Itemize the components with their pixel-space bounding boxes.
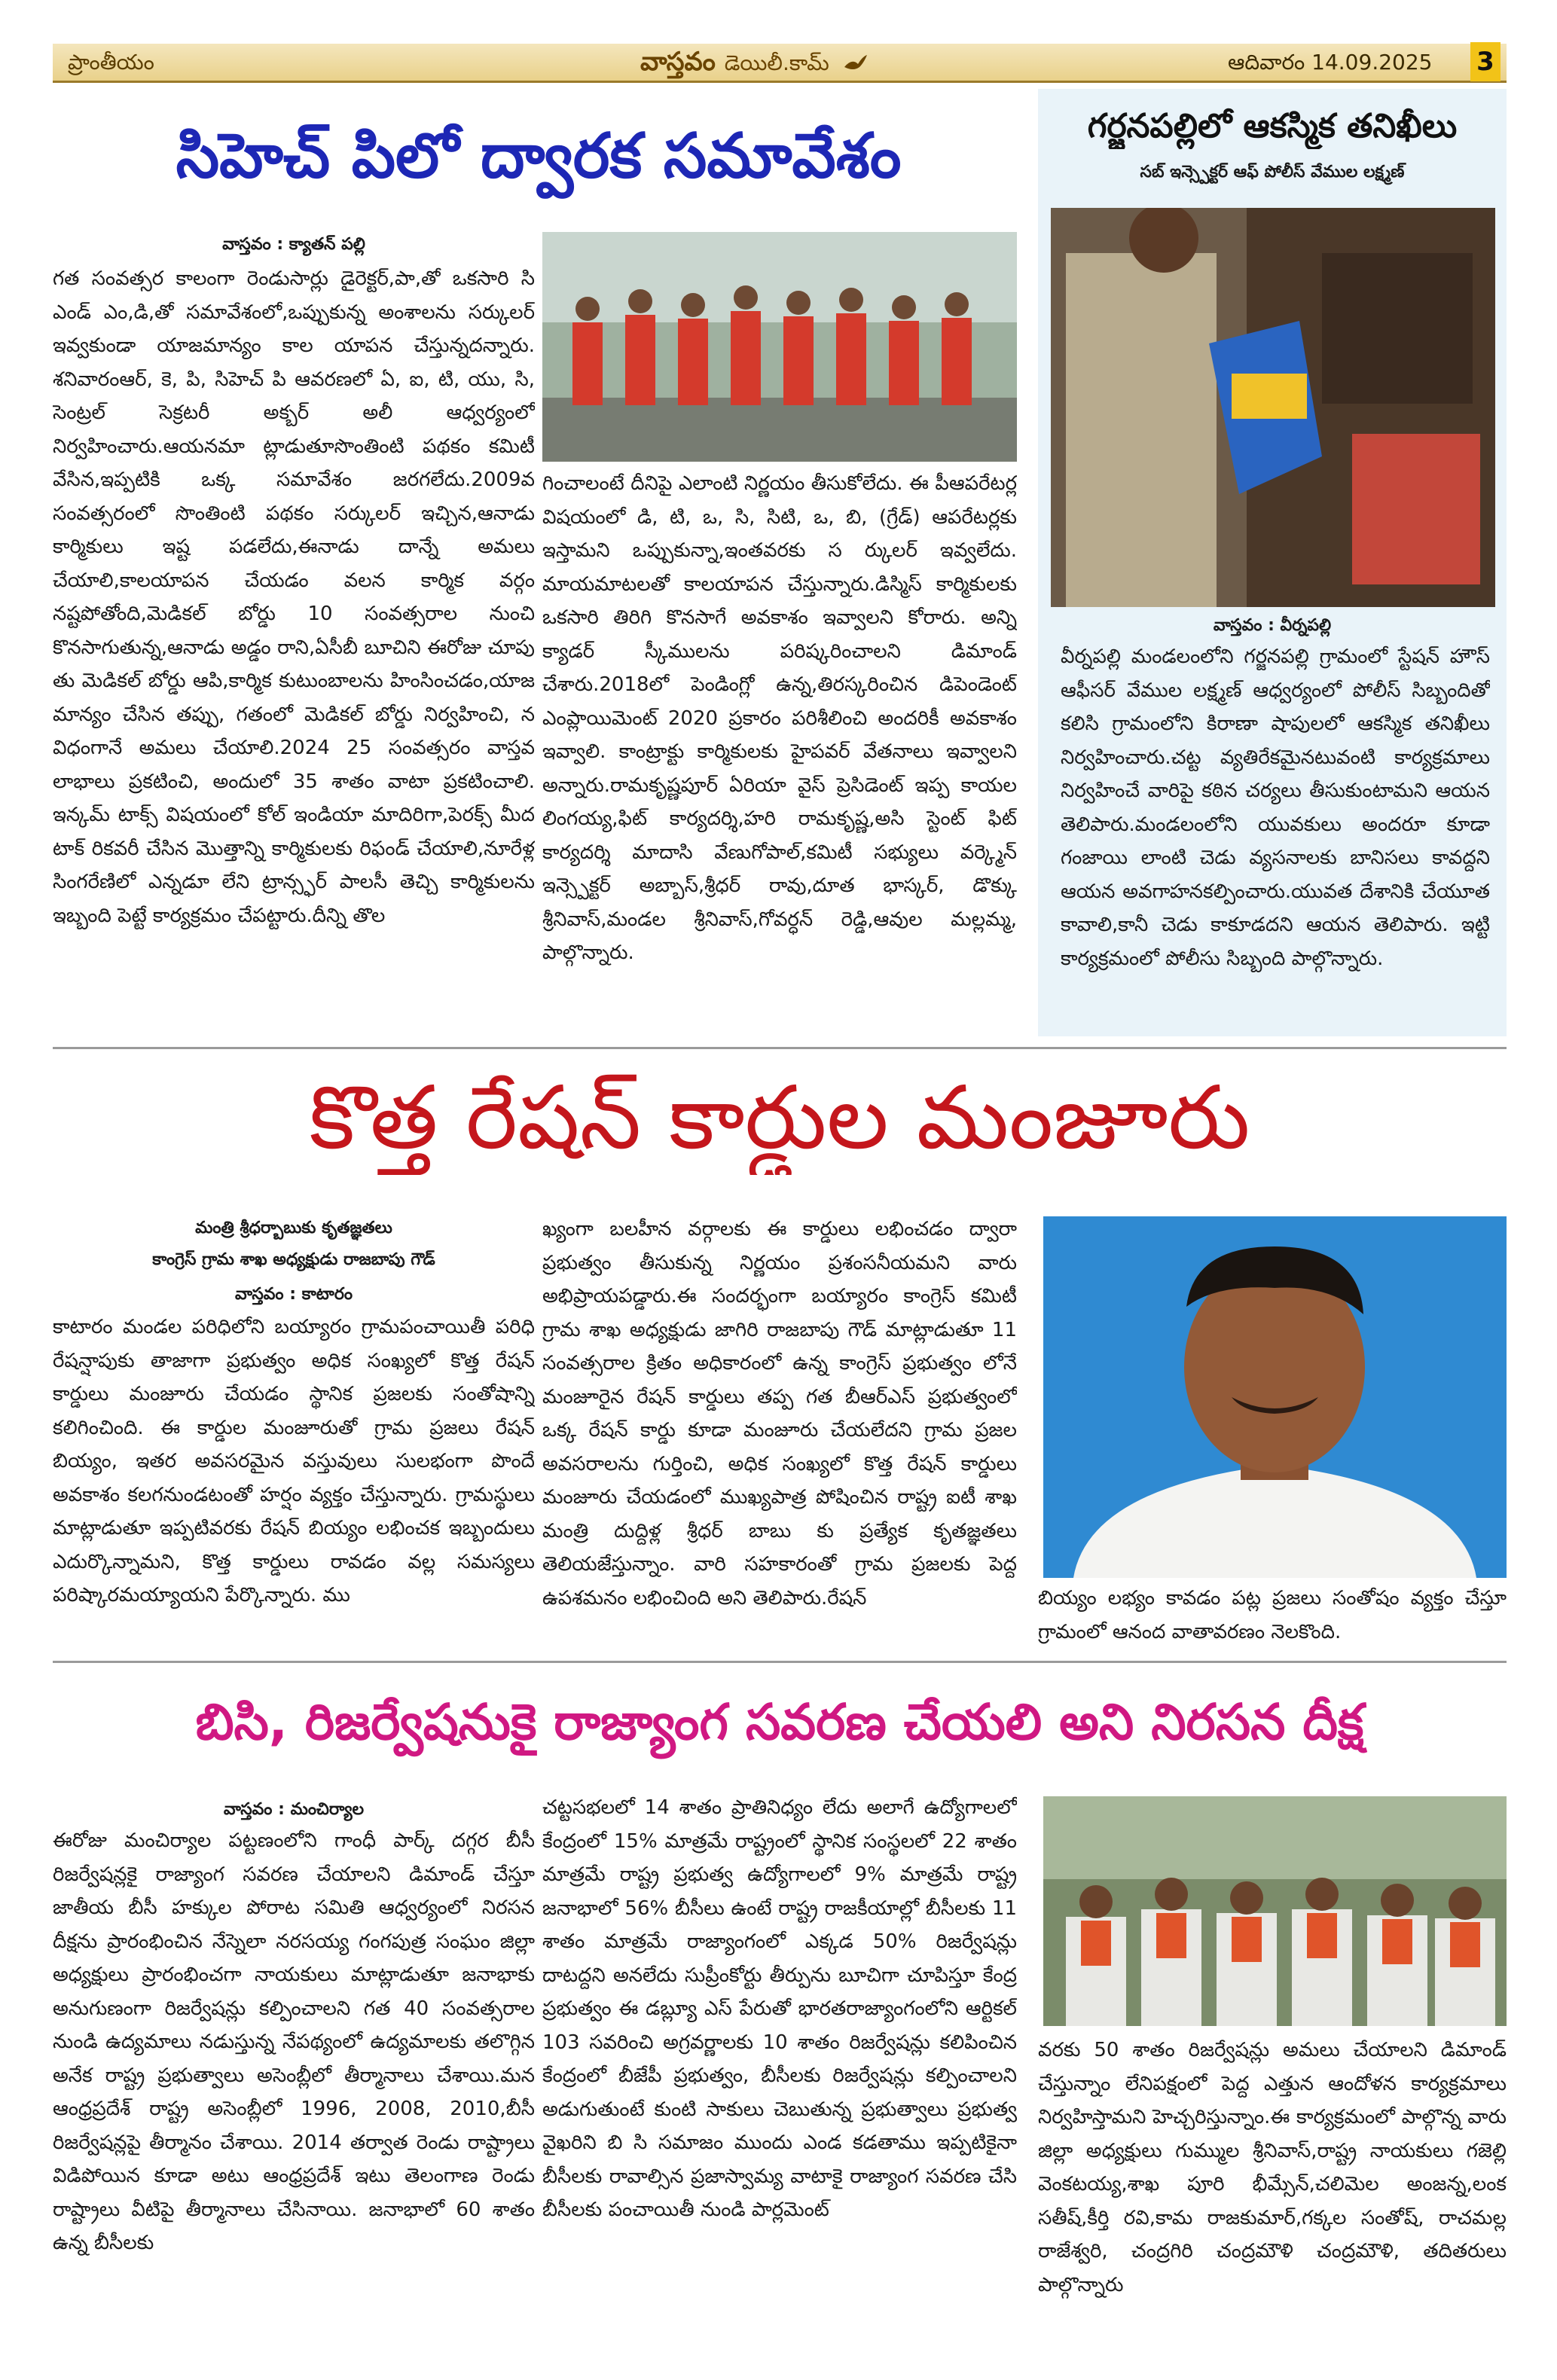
article3-photo bbox=[1043, 1796, 1507, 2026]
group-of-workers-image bbox=[542, 232, 1017, 462]
bird-logo-icon bbox=[843, 53, 869, 73]
man-portrait-image bbox=[1043, 1216, 1507, 1578]
article1-photo bbox=[542, 232, 1017, 462]
section-divider-1 bbox=[53, 1047, 1507, 1049]
article2-dateline: వాస్తవం : కాటారం bbox=[234, 1285, 353, 1304]
section-divider-2 bbox=[53, 1661, 1507, 1663]
article3-headline: బిసి, రిజర్వేషనుకై రాజ్యాంగ సవరణ చేయలి అని నిరసన దీక్ష bbox=[195, 1693, 1364, 1751]
article2-column-2: ఖ్యంగా బలహీన వర్గాలకు ఈ కార్డులు లభించడం ద్వారా ప్రభుత్వం తీసుకున్న నిర్ణయం ప్రశంసనీయమని వారు అభిప్రాయపడ్డారు.ఈ సందర్భంగా బయ్యారం కాంగ్రెస్ కమిటీ గ్రామ శాఖ అధ్యక్షుడు జాగిరి రాజబాపు గౌడ్ మాట్లాడుతూ 11 సంవత్సరాల క్రితం అధికారంలో ఉన్న కాంగ్రెస్ ప్రభుత్వం లోనే మంజూరైన రేషన్ కార్డులు తప్ప గత బీఆర్ఎస్ ప్రభుత్వంలో ఒక్క రేషన్ కార్డు కూడా మంజూరు చేయలేదని గ్రామ ప్రజల అవసరాలను గుర్తించి, అధిక సంఖ్యలో కొత్త రేషన్ కార్డులు మంజూరు చేయడంలో ముఖ్యపాత్ర పోషించిన రాష్ట్ర ఐటీ శాఖ మంత్రి దుద్దిళ్ల శ్రీధర్ బాబు కు ప్రత్యేక కృతజ్ఞతలు తెలియజేస్తున్నాం. వారి సహకారంతో గ్రామ ప్రజలకు పెద్ద ఉపశమనం లభించింది అని తెలిపారు.రేషన్ bbox=[542, 1218, 1017, 1610]
protest-group-image bbox=[1043, 1796, 1507, 2026]
article1-column-2: గించాలంటే దీనిపై ఎలాంటి నిర్ణయం తీసుకోలేదు. ఈ పీఆపరేటర్ల విషయంలో డి, టి, ఒ, సి, సిటి, ఒ, బి, (గ్రేడ్) ఆపరేటర్లకు ఇస్తామని ఒప్పుకున్నా,ఇంతవరకు స ర్కులర్ ఇవ్వలేదు. మాయమాటలతో కాలయాపన చేస్తున్నారు.డిస్మిస్ కార్మికులకు ఒకసారి తిరిగి కొనసాగే అవకాశం ఇవ్వాలని కోరారు. అన్ని క్యాడర్ స్కీములను పరిష్కరించాలని డిమాండ్ చేశారు.2018లో పెండింగ్లో ఉన్న,తిరస్కరించిన డిపెండెంట్ ఎంప్లాయిమెంట్ 2020 ప్రకారం పరిశీలించి అందరికీ అవకాశం ఇవ్వాలి. కాంట్రాక్టు కార్మికులకు హైపవర్ వేతనాలు ఇవ్వాలని అన్నారు.రామకృష్ణపూర్ ఏరియా వైస్ ప్రెసిడెంట్ ఇప్ప కాయల లింగయ్య,ఫిట్ కార్యదర్శి,హరి రామకృష్ణ,అసి స్టెంట్ ఫిట్ కార్యదర్శి మాదాసి వేణుగోపాల్,కమిటీ సభ్యులు వర్క్మెన్ ఇన్స్పెక్టర్ అబ్బాస్,శ్రీధర్ రావు,దూత భాస్కర్, డొక్కు శ్రీనివాస్,మండల శ్రీనివాస్,గోవర్ధన్ రెడ్డి,ఆవుల మల్లమ్మ, పాల్గొన్నారు. bbox=[542, 472, 1017, 964]
masthead-suffix: డెయిలీ.కామ్ bbox=[724, 50, 829, 75]
sidebar-headline: గర్జనపల్లిలో ఆకస్మిక తనిఖీలు bbox=[1087, 107, 1458, 145]
sidebar-dateline: వాస్తవం : వీర్నపల్లి bbox=[1213, 616, 1332, 635]
article3-dateline: వాస్తవం : మంచిర్యాల bbox=[223, 1800, 365, 1819]
page-number: 3 bbox=[1470, 42, 1501, 81]
sidebar-subhead: సబ్ ఇన్స్పెక్టర్ ఆఫ్ పోలీస్ వేముల లక్ష్మణ్ bbox=[1140, 163, 1405, 182]
article3-column-1: ఈరోజు మంచిర్యాల పట్టణంలోని గాంధీ పార్క్ దగ్గర బీసీ రిజర్వేషన్లకై రాజ్యాంగ సవరణ చేయాలని డిమాండ్ చేస్తూ జాతీయ బీసీ హక్కుల పోరాట సమితి ఆధ్వర్యంలో నిరసన దీక్షను ప్రారంభించిన నేస్నెలా నరసయ్య గంగపుత్ర సంఘం జిల్లా అధ్యక్షులు ప్రారంభించగా నాయకులు మాట్లాడుతూ జనాభాకు అనుగుణంగా రిజర్వేషన్లు కల్పించాలని గత 40 సంవత్సరాల నుండి ఉద్యమాలు నడుస్తున్న నేపథ్యంలో ఉద్యమాలకు తలొగ్గిన అనేక రాష్ట్ర ప్రభుత్వాలు అసెంబ్లీలో తీర్మానాలు చేశాయి.మన ఆంధ్రప్రదేశ్ రాష్ట్ర అసెంబ్లీలో 1996, 2008, 2010,బీసీ రిజర్వేషన్లపై తీర్మానం చేశాయి. 2014 తర్వాత రెండు రాష్ట్రాలు విడిపోయిన కూడా అటు ఆంధ్రప్రదేశ్ ఇటు తెలంగాణ రెండు రాష్ట్రాలు వీటిపై తీర్మానాలు చేసినాయి. జనాభాలో 60 శాతం ఉన్న బీసీలకు bbox=[53, 1829, 535, 2254]
police-inspection-image bbox=[1051, 208, 1495, 607]
article2-portrait-photo bbox=[1043, 1216, 1507, 1578]
article2-subhead-2: కాంగ్రెస్ గ్రామ శాఖ అధ్యక్షుడు రాజబాపు గౌడ్ bbox=[152, 1250, 435, 1269]
article1-column-1: గత సంవత్సర కాలంగా రెండుసార్లు డైరెక్టర్,పా,తో ఒకసారి సి ఎండ్ ఎం,డి,తో సమావేశంలో,ఒప్పుకున్న అంశాలను సర్కులర్ ఇవ్వకుండా యాజమాన్యం కాల యాపన చేస్తున్నదన్నారు. శనివారంఆర్, కె, పి, సిహెచ్ పి ఆవరణలో ఏ, ఐ, టి, యు, సి, సెంట్రల్ సెక్రటరీ అక్బర్ అలీ ఆధ్వర్యంలో నిర్వహించారు.ఆయనమా ట్లాడుతూసొంతింటి పథకం కమిటీ వేసిన,ఇప్పటికి ఒక్క సమావేశం జరగలేదు.2009వ సంవత్సరంలో సొంతింటి పథకం సర్కులర్ ఇచ్చిన,ఆనాడు కార్మికులు ఇష్ట పడలేదు,ఈనాడు దాన్నే అమలు చేయాలి,కాలయాపన చేయడం వలన కార్మిక వర్గం నష్టపోతోంది,మెడికల్ బోర్డు 10 సంవత్సరాల నుంచి కొనసాగుతున్న,ఆనాడు అడ్డం రాని,ఏసీబీ బూచిని ఈరోజు చూపు తు మెడికల్ బోర్డు ఆపి,కార్మిక కుటుంబాలను హింసించడం,యాజ మాన్యం చేసిన తప్పు, గతంలో మెడికల్ బోర్డు నిర్వహించి, న విధంగానే అమలు చేయాలి.2024 25 సంవత్సరం వాస్తవ లాభాలు ప్రకటించి, అందులో 35 శాతం వాటా ప్రకటించాలి. ఇన్కమ్ టాక్స్ విషయంలో కోల్ ఇండియా మాదిరిగా,పెరక్స్ మీద టాక్ రికవరీ చేసిన మొత్తాన్ని కార్మికులకు రిఫండ్ చేయాలి,నూరేళ్ల సింగరేణిలో ఎన్నడూ లేని ట్రాన్స్ఫర్ పాలసీ తెచ్చి కార్మికులను ఇబ్బంది పెట్టే కార్యక్రమం చేపట్టారు.దీన్ని తొల bbox=[53, 267, 535, 927]
article2-caption: బియ్యం లభ్యం కావడం పట్ల ప్రజలు సంతోషం వ్యక్తం చేస్తూ గ్రామంలో ఆనంద వాతావరణం నెలకొంది. bbox=[1038, 1587, 1507, 1643]
masthead bbox=[640, 47, 869, 83]
sidebar-photo bbox=[1051, 208, 1495, 607]
article2-subhead-1: మంత్రి శ్రీధర్బాబుకు కృతజ్ఞతలు bbox=[195, 1219, 392, 1237]
article1-headline: సిహెచ్ పిలో ద్వారక సమావేశం bbox=[176, 121, 902, 192]
article3-column-2: చట్టసభలలో 14 శాతం ప్రాతినిధ్యం లేదు అలాగే ఉద్యోగాలలో కేంద్రంలో 15% మాత్రమే రాష్ట్రంలో స్థానిక సంస్థలలో 22 శాతం మాత్రమే రాష్ట్ర ప్రభుత్వ ఉద్యోగాలలో 9% మాత్రమే రాష్ట్ర జనాభాలో 56% బీసీలు ఉంటే రాష్ట్ర రాజకీయాల్లో బీసీలకు 11 శాతం మాత్రమే రాజ్యాంగంలో ఎక్కడ 50% రిజర్వేషన్లు దాటద్దని అనలేదు సుప్రీంకోర్టు తీర్పును బూచిగా చూపిస్తూ కేంద్ర ప్రభుత్వం ఈ డబ్ల్యూ ఎస్ పేరుతో భారతరాజ్యాంగంలోని ఆర్టికల్ 103 సవరించి అగ్రవర్ణాలకు 10 శాతం రిజర్వేషన్లు కలిపించిన కేంద్రంలో బీజేపీ ప్రభుత్వం, బీసీలకు రిజర్వేషన్లు కల్పించాలని అడుగుతుంటే కుంటి సాకులు చెబుతున్న ప్రభుత్వాలు ప్రభుత్వ వైఖరిని బి సి సమాజం ముందు ఎండ కడతాము ఇప్పటికైనా బీసీలకు రావాల్సిన ప్రజాస్వామ్య వాటాకై రాజ్యాంగ సవరణ చేసి బీసీలకు పంచాయితీ నుండి పార్లమెంట్ bbox=[542, 1796, 1017, 2221]
sidebar-body: వీర్నపల్లి మండలంలోని గర్జనపల్లి గ్రామంలో స్టేషన్ హౌస్ ఆఫీసర్ వేముల లక్ష్మణ్ ఆధ్వర్యంలో పోలీస్ సిబ్బందితో కలిసి గ్రామంలోని కిరాణా షాపులలో ఆకస్మిక తనిఖీలు నిర్వహించారు.చట్ట వ్యతిరేకమైనటువంటి కార్యక్రమాలు నిర్వహించే వారిపై కఠిన చర్యలు తీసుకుంటామని ఆయన తెలిపారు.మండలంలోని యువకులు అందరూ కూడా గంజాయి లాంటి చెడు వ్యసనాలకు బానిసలు కావద్దని ఆయన అవగాహనకల్పించారు.యువత దేశానికి చేయూత కావాలి,కానీ చెడు కాకూడదని ఆయన తెలిపారు. ఇట్టి కార్యక్రమంలో పోలీసు సిబ్బంది పాల్గొన్నారు. bbox=[1061, 645, 1490, 970]
article2-headline: కొత్త రేషన్ కార్డుల మంజూరు bbox=[309, 1067, 1250, 1169]
issue-date: ఆదివారం 14.09.2025 bbox=[1228, 50, 1433, 75]
article3-column-3: వరకు 50 శాతం రిజర్వేషన్లు అమలు చేయాలని డిమాండ్ చేస్తున్నాం లేనిపక్షంలో పెద్ద ఎత్తున ఆందోళన కార్యక్రమాలు నిర్వహిస్తామని హెచ్చరిస్తున్నాం.ఈ కార్యక్రమంలో పాల్గొన్న వారు జిల్లా అధ్యక్షులు గుమ్ముల శ్రీనివాస్,రాష్ట్ర నాయకులు గజెల్లి వెంకటయ్య,శాఖ పూరి భీమ్సేన్,చలిమెల అంజన్న,లంక సతీష్,కీర్తి రవి,కామ రాజకుమార్,గక్కల సంతోష్, రాచమల్ల రాజేశ్వరి, చంద్రగిరి చంద్రమౌళి చంద్రమౌళి, తదితరులు పాల్గొన్నారు bbox=[1038, 2039, 1507, 2296]
article1-dateline: వాస్తవం : క్యాతన్ పల్లి bbox=[222, 235, 365, 254]
section-name: ప్రాంతీయం bbox=[68, 50, 154, 75]
article2-column-1: కాటారం మండల పరిధిలోని బయ్యారం గ్రామపంచాయితీ పరిధి రేషన్షాపుకు తాజాగా ప్రభుత్వం అధిక సంఖ్యలో కొత్త రేషన్ కార్డులు మంజూరు చేయడం స్థానిక ప్రజలకు సంతోషాన్ని కలిగించింది. ఈ కార్డుల మంజూరుతో గ్రామ ప్రజలు రేషన్ బియ్యం, ఇతర అవసరమైన వస్తువులు సులభంగా పొందే అవకాశం కలగనుండటంతో హర్షం వ్యక్తం చేస్తున్నారు. గ్రామస్థులు మాట్లాడుతూ ఇప్పటివరకు రేషన్ బియ్యం లభించక ఇబ్బందులు ఎదుర్కొన్నామని, కొత్త కార్డులు రావడం వల్ల సమస్యలు పరిష్కారమయ్యాయని పేర్కొన్నారు. ము bbox=[53, 1316, 535, 1606]
sidebar-box bbox=[1038, 89, 1507, 1036]
masthead-title: వాస్తవం bbox=[640, 47, 716, 77]
page-header bbox=[53, 44, 1507, 83]
